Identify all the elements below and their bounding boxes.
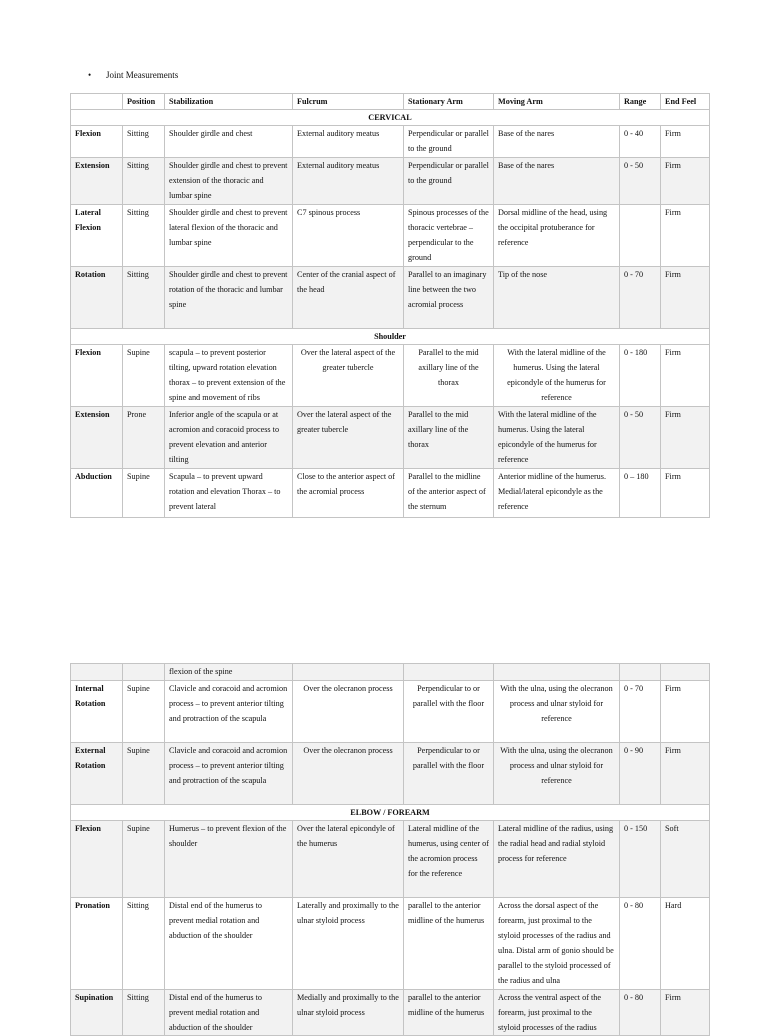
column-header: [71, 94, 123, 110]
fulcrum-cell: Over the lateral aspect of the greater tubercle: [293, 345, 404, 407]
stationary-cell: Parallel to an imaginary line between the two acromial process: [404, 267, 494, 329]
stationary-cell: Perpendicular to or parallel with the floor: [404, 743, 494, 805]
range-cell: 0 - 80: [620, 990, 661, 1036]
table-row: [71, 205, 710, 267]
position-cell: Supine: [123, 743, 165, 805]
table-row: [71, 469, 710, 518]
fulcrum-cell: Medially and proximally to the ulnar styloid process: [293, 990, 404, 1036]
stabilization-cell: Humerus – to prevent flexion of the shoulder: [165, 821, 293, 898]
endfeel-cell: Firm: [661, 345, 710, 407]
range-cell: 0 - 50: [620, 158, 661, 205]
fulcrum-cell: Over the olecranon process: [293, 681, 404, 743]
endfeel-cell: Firm: [661, 205, 710, 267]
section-title: ELBOW / FOREARM: [71, 805, 710, 821]
position-cell: Sitting: [123, 158, 165, 205]
fulcrum-cell: External auditory meatus: [293, 158, 404, 205]
column-header: Range: [620, 94, 661, 110]
range-cell: 0 - 150: [620, 821, 661, 898]
position-cell: Sitting: [123, 267, 165, 329]
moving-cell: Base of the nares: [494, 126, 620, 158]
moving-cell: Dorsal midline of the head, using the occipital protuberance for reference: [494, 205, 620, 267]
joint-table-page-1: [70, 93, 710, 518]
empty-cell: [661, 664, 710, 681]
fulcrum-cell: Over the lateral epicondyle of the humerus: [293, 821, 404, 898]
moving-cell: With the ulna, using the olecranon process and ulnar styloid for reference: [494, 681, 620, 743]
table-row: [71, 898, 710, 990]
range-cell: 0 – 180: [620, 469, 661, 518]
table-row: [71, 407, 710, 469]
range-cell: 0 - 180: [620, 345, 661, 407]
stabilization-cell: Distal end of the humerus to prevent medial rotation and abduction of the shoulder: [165, 990, 293, 1036]
movement-cell: Rotation: [71, 267, 123, 329]
movement-cell: Flexion: [71, 345, 123, 407]
movement-cell: Flexion: [71, 126, 123, 158]
range-cell: 0 - 90: [620, 743, 661, 805]
table-row: [71, 821, 710, 898]
fulcrum-cell: Over the lateral aspect of the greater tubercle: [293, 407, 404, 469]
moving-cell: Across the ventral aspect of the forearm, just proximal to the styloid processes of the radius: [494, 990, 620, 1036]
fulcrum-cell: Over the olecranon process: [293, 743, 404, 805]
stationary-cell: Lateral midline of the humerus, using center of the acromion process for the reference: [404, 821, 494, 898]
stationary-cell: Parallel to the mid axillary line of the thorax: [404, 407, 494, 469]
endfeel-cell: Firm: [661, 158, 710, 205]
movement-cell: Extension: [71, 158, 123, 205]
fulcrum-cell: External auditory meatus: [293, 126, 404, 158]
fulcrum-cell: Laterally and proximally to the ulnar styloid process: [293, 898, 404, 990]
table-row: [71, 743, 710, 805]
table-row: [71, 681, 710, 743]
stationary-cell: parallel to the anterior midline of the humerus: [404, 898, 494, 990]
column-header: Fulcrum: [293, 94, 404, 110]
stationary-cell: Perpendicular to or parallel with the floor: [404, 681, 494, 743]
position-cell: Sitting: [123, 126, 165, 158]
continuation-text: flexion of the spine: [165, 664, 293, 681]
bullet-text: Joint Measurements: [106, 70, 179, 80]
section-title: Shoulder: [71, 329, 710, 345]
endfeel-cell: Firm: [661, 126, 710, 158]
movement-cell: Extension: [71, 407, 123, 469]
empty-cell: [620, 664, 661, 681]
stabilization-cell: Clavicle and coracoid and acromion process – to prevent anterior tilting and protraction of the scapula: [165, 681, 293, 743]
moving-cell: Base of the nares: [494, 158, 620, 205]
movement-cell: Abduction: [71, 469, 123, 518]
table-row: [71, 990, 710, 1036]
position-cell: Prone: [123, 407, 165, 469]
stationary-cell: Spinous processes of the thoracic vertebrae – perpendicular to the ground: [404, 205, 494, 267]
position-cell: Sitting: [123, 898, 165, 990]
joint-table-page-2: [70, 663, 710, 1036]
position-cell: Sitting: [123, 990, 165, 1036]
endfeel-cell: Soft: [661, 821, 710, 898]
stabilization-cell: Shoulder girdle and chest to prevent rotation of the thoracic and lumbar spine: [165, 267, 293, 329]
section-row: [71, 110, 710, 126]
movement-cell: Flexion: [71, 821, 123, 898]
stabilization-cell: scapula – to prevent posterior tilting, upward rotation elevation thorax – to prevent extension of the spine and movement of ribs: [165, 345, 293, 407]
continuation-row: [71, 664, 710, 681]
moving-cell: With the lateral midline of the humerus. Using the lateral epicondyle of the humerus for reference: [494, 407, 620, 469]
range-cell: [620, 205, 661, 267]
column-header: Stabilization: [165, 94, 293, 110]
fulcrum-cell: Center of the cranial aspect of the head: [293, 267, 404, 329]
stabilization-cell: Scapula – to prevent upward rotation and elevation Thorax – to prevent lateral: [165, 469, 293, 518]
table-row: [71, 267, 710, 329]
endfeel-cell: Hard: [661, 898, 710, 990]
movement-cell: External Rotation: [71, 743, 123, 805]
endfeel-cell: Firm: [661, 990, 710, 1036]
endfeel-cell: Firm: [661, 681, 710, 743]
moving-cell: Lateral midline of the radius, using the radial head and radial styloid process for reference: [494, 821, 620, 898]
moving-cell: Anterior midline of the humerus. Medial/lateral epicondyle as the reference: [494, 469, 620, 518]
section-row: [71, 805, 710, 821]
stationary-cell: Parallel to the mid axillary line of the thorax: [404, 345, 494, 407]
column-header: Moving Arm: [494, 94, 620, 110]
stationary-cell: Parallel to the midline of the anterior aspect of the sternum: [404, 469, 494, 518]
stationary-cell: Perpendicular or parallel to the ground: [404, 126, 494, 158]
bullet-symbol: •: [88, 70, 92, 80]
movement-cell: Pronation: [71, 898, 123, 990]
column-header: End Feel: [661, 94, 710, 110]
stationary-cell: parallel to the anterior midline of the humerus: [404, 990, 494, 1036]
moving-cell: With the lateral midline of the humerus. Using the lateral epicondyle of the humerus for reference: [494, 345, 620, 407]
endfeel-cell: Firm: [661, 267, 710, 329]
empty-cell: [404, 664, 494, 681]
stabilization-cell: Shoulder girdle and chest: [165, 126, 293, 158]
column-header: Stationary Arm: [404, 94, 494, 110]
movement-cell: Supination: [71, 990, 123, 1036]
header-row: [71, 94, 710, 110]
table-row: [71, 126, 710, 158]
position-cell: Supine: [123, 681, 165, 743]
range-cell: 0 - 80: [620, 898, 661, 990]
range-cell: 0 - 40: [620, 126, 661, 158]
endfeel-cell: Firm: [661, 469, 710, 518]
moving-cell: Across the dorsal aspect of the forearm, just proximal to the styloid processes of the radius and ulna. Distal arm of gonio should be parallel to the styloid processed of the radius and ulna: [494, 898, 620, 990]
position-cell: Supine: [123, 821, 165, 898]
empty-cell: [71, 664, 123, 681]
position-cell: Supine: [123, 469, 165, 518]
section-row: [71, 329, 710, 345]
fulcrum-cell: C7 spinous process: [293, 205, 404, 267]
position-cell: Supine: [123, 345, 165, 407]
range-cell: 0 - 70: [620, 267, 661, 329]
stabilization-cell: Inferior angle of the scapula or at acromion and coracoid process to prevent elevation and anterior tilting: [165, 407, 293, 469]
moving-cell: With the ulna, using the olecranon process and ulnar styloid for reference: [494, 743, 620, 805]
empty-cell: [293, 664, 404, 681]
stabilization-cell: Shoulder girdle and chest to prevent extension of the thoracic and lumbar spine: [165, 158, 293, 205]
section-title: CERVICAL: [71, 110, 710, 126]
stabilization-cell: Clavicle and coracoid and acromion process – to prevent anterior tilting and protraction of the scapula: [165, 743, 293, 805]
movement-cell: Internal Rotation: [71, 681, 123, 743]
position-cell: Sitting: [123, 205, 165, 267]
moving-cell: Tip of the nose: [494, 267, 620, 329]
stabilization-cell: Distal end of the humerus to prevent medial rotation and abduction of the shoulder: [165, 898, 293, 990]
empty-cell: [123, 664, 165, 681]
stationary-cell: Perpendicular or parallel to the ground: [404, 158, 494, 205]
bullet-item: [88, 69, 178, 81]
fulcrum-cell: Close to the anterior aspect of the acromial process: [293, 469, 404, 518]
range-cell: 0 - 50: [620, 407, 661, 469]
range-cell: 0 - 70: [620, 681, 661, 743]
table-row: [71, 158, 710, 205]
table-row: [71, 345, 710, 407]
column-header: Position: [123, 94, 165, 110]
empty-cell: [494, 664, 620, 681]
movement-cell: Lateral Flexion: [71, 205, 123, 267]
stabilization-cell: Shoulder girdle and chest to prevent lateral flexion of the thoracic and lumbar spine: [165, 205, 293, 267]
endfeel-cell: Firm: [661, 743, 710, 805]
endfeel-cell: Firm: [661, 407, 710, 469]
